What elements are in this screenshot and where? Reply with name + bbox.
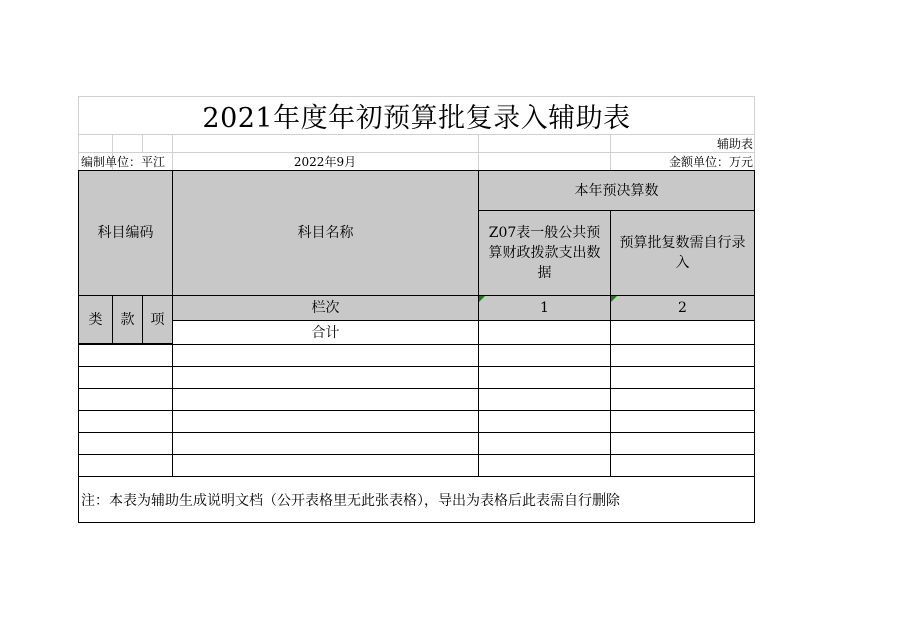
budget-sheet bbox=[78, 96, 755, 523]
row-name-cell[interactable] bbox=[172, 410, 479, 433]
row-code-cell[interactable] bbox=[78, 388, 173, 411]
amount-unit: 金额单位：万元 bbox=[668, 155, 753, 169]
row-code-cell[interactable] bbox=[78, 432, 173, 455]
header-name: 科目名称 bbox=[172, 170, 479, 296]
row-col1-cell[interactable] bbox=[478, 454, 611, 477]
row-name-cell[interactable] bbox=[172, 388, 479, 411]
header-col1: Z07表一般公共预算财政拨款支出数据 bbox=[478, 210, 611, 296]
header-xiang: 项 bbox=[142, 295, 173, 344]
row-index-col1: 1 bbox=[478, 295, 611, 321]
footer-note: 注：本表为辅助生成说明文档（公开表格里无此张表格），导出为表格后此表需自行删除 bbox=[78, 476, 755, 523]
report-date: 2022年9月 bbox=[293, 155, 357, 169]
row-col2-cell[interactable] bbox=[610, 454, 755, 477]
header-lei: 类 bbox=[78, 295, 113, 344]
header-kuan: 款 bbox=[112, 295, 143, 344]
page-title: 2021年度年初预算批复录入辅助表 bbox=[202, 102, 631, 134]
row-name-cell[interactable] bbox=[172, 432, 479, 455]
row-col1-cell[interactable] bbox=[478, 388, 611, 411]
header-col2: 预算批复数需自行录入 bbox=[610, 210, 755, 296]
row-col2-cell[interactable] bbox=[610, 366, 755, 389]
total-col1[interactable] bbox=[478, 320, 611, 345]
unit-label: 编制单位：平江 bbox=[81, 155, 166, 169]
row-name-cell[interactable] bbox=[172, 454, 479, 477]
row-code-cell[interactable] bbox=[78, 344, 173, 367]
row-code-cell[interactable] bbox=[78, 454, 173, 477]
comment-marker bbox=[479, 296, 485, 302]
row-col1-cell[interactable] bbox=[478, 432, 611, 455]
row-index-label: 栏次 bbox=[172, 295, 479, 321]
row-code-cell[interactable] bbox=[78, 410, 173, 433]
row-name-cell[interactable] bbox=[172, 344, 479, 367]
total-label: 合计 bbox=[172, 320, 479, 345]
row-col1-cell[interactable] bbox=[478, 366, 611, 389]
row-index-col2: 2 bbox=[610, 295, 755, 321]
row-col1-cell[interactable] bbox=[478, 410, 611, 433]
row-code-cell[interactable] bbox=[78, 366, 173, 389]
row-col2-cell[interactable] bbox=[610, 388, 755, 411]
form-tag: 辅助表 bbox=[716, 137, 753, 151]
gridline bbox=[478, 134, 479, 170]
header-group: 本年预决算数 bbox=[478, 170, 755, 211]
row-col2-cell[interactable] bbox=[610, 344, 755, 367]
total-col2[interactable] bbox=[610, 320, 755, 345]
row-col1-cell[interactable] bbox=[478, 344, 611, 367]
row-col2-cell[interactable] bbox=[610, 432, 755, 455]
row-col2-cell[interactable] bbox=[610, 410, 755, 433]
row-name-cell[interactable] bbox=[172, 366, 479, 389]
comment-marker bbox=[611, 296, 617, 302]
gridline bbox=[142, 134, 143, 152]
header-code: 科目编码 bbox=[78, 170, 173, 296]
